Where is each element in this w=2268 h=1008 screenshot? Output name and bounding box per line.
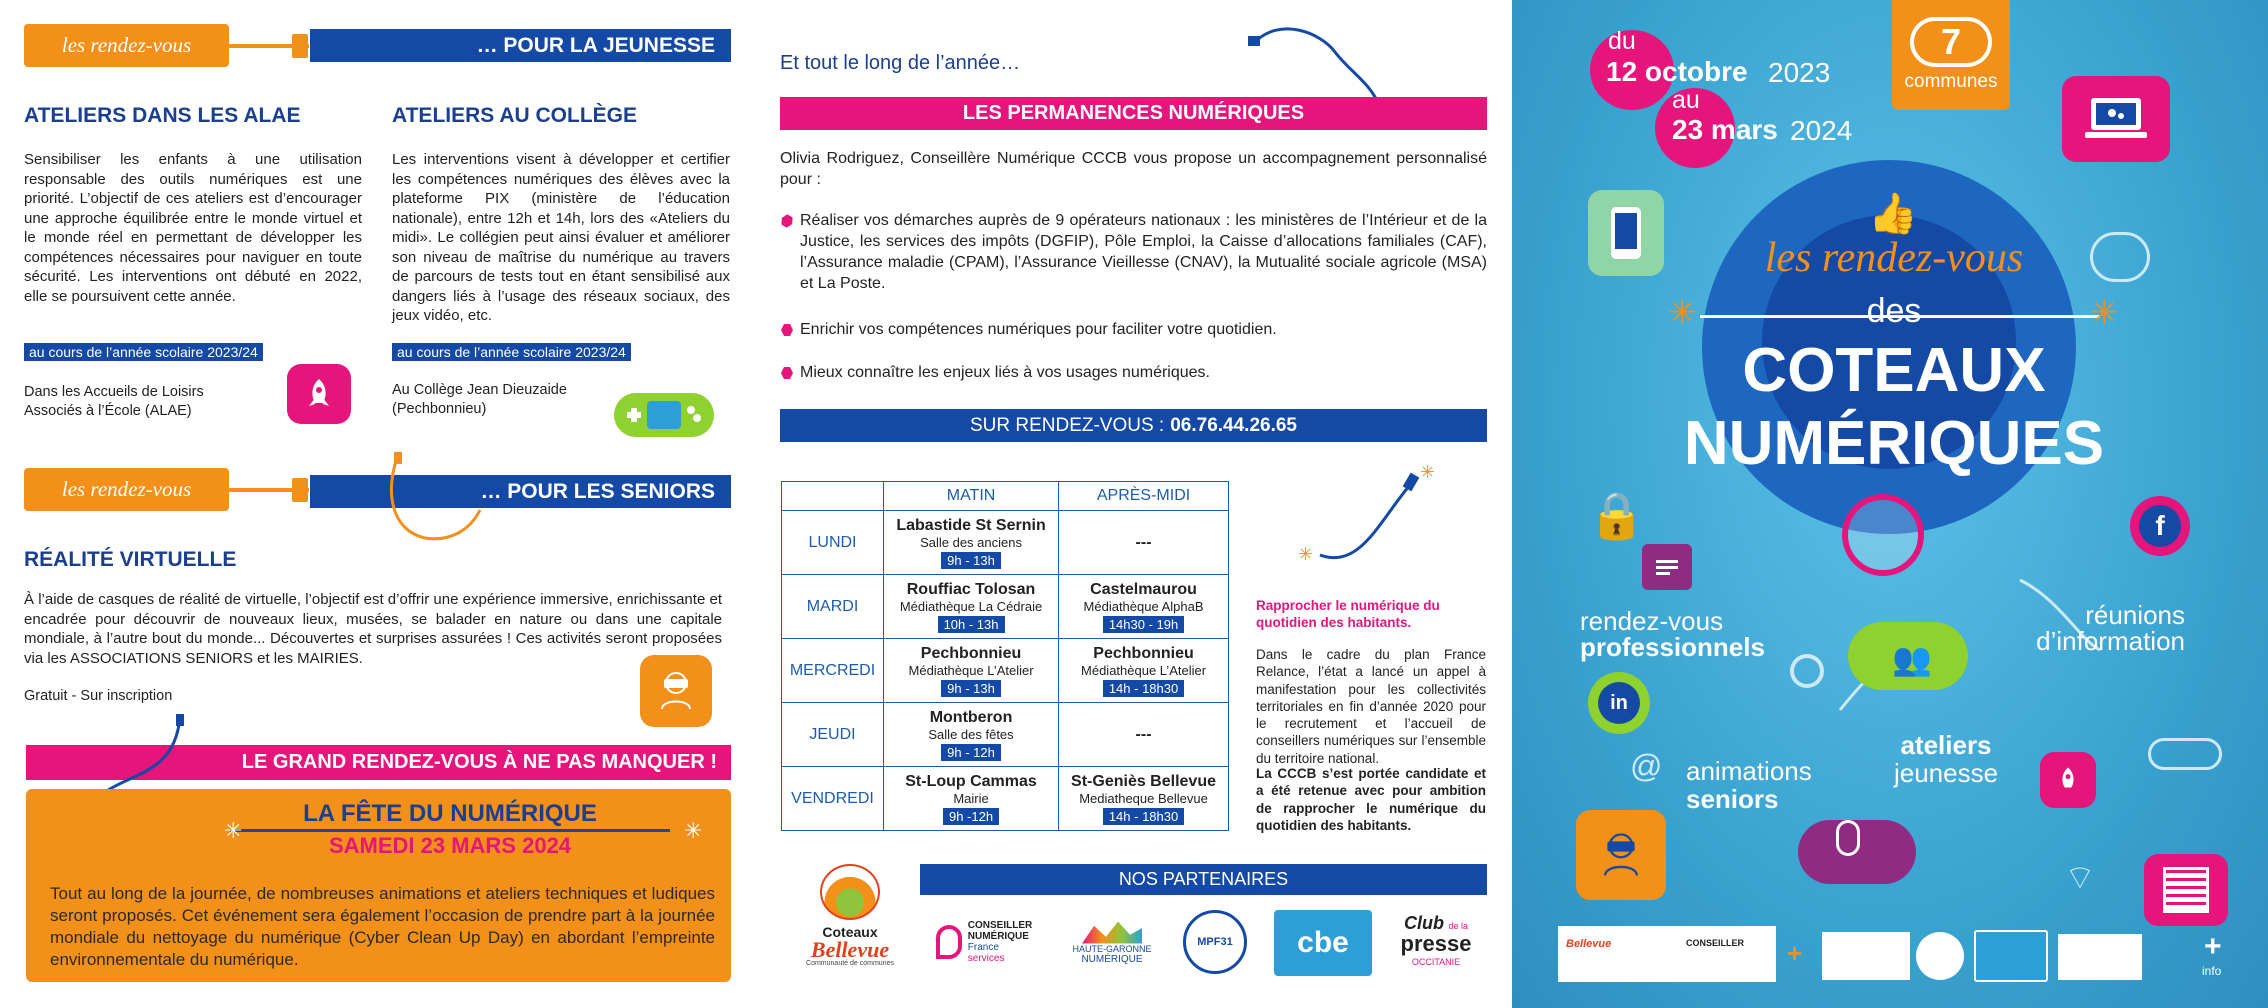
youth-bar: … POUR LA JEUNESSE [310, 29, 731, 62]
schedule-time: 9h - 12h [941, 744, 1001, 761]
ateliers-line-1: ateliers [1900, 730, 1992, 760]
cover-au: au [1672, 86, 1700, 114]
schedule-time: 9h - 13h [941, 680, 1001, 697]
schedule-table [781, 481, 1229, 831]
lock-icon: 🔒 [1588, 489, 1646, 541]
cable-line [230, 829, 670, 832]
cover-des: des [1866, 292, 1922, 330]
alae-title: ATELIERS DANS LES ALAE [24, 104, 301, 127]
schedule-venue: Mediatheque Bellevue [1079, 790, 1208, 806]
schedule-header-cell: APRÈS-MIDI [1059, 482, 1229, 511]
vr-title: RÉALITÉ VIRTUELLE [24, 548, 237, 571]
logo-text: Coteaux [822, 923, 878, 940]
schedule-row [782, 575, 1229, 639]
logo-text: services [967, 953, 1005, 964]
pro-line-2: professionnels [1580, 632, 1765, 662]
schedule-place: --- [1135, 725, 1152, 743]
club-presse-logo [1386, 914, 1486, 970]
cbe-logo: cbe [1274, 910, 1372, 976]
logo-text: presse [1400, 930, 1472, 956]
logo-text: Bellevue [810, 936, 890, 962]
schedule-place: Rouffiac Tolosan [906, 580, 1036, 598]
logo-text: NUMÉRIQUE [1081, 953, 1143, 965]
schedule-place: Montberon [929, 708, 1013, 726]
schedule-time: 9h - 13h [941, 552, 1001, 569]
gamepad-icon [614, 393, 714, 437]
schedule-place: St-Geniès Bellevue [1071, 772, 1216, 790]
bullet-competences: Enrichir vos compétences numériques pour faciliter votre quotidien. [800, 321, 1277, 338]
facebook-icon: f [2130, 496, 2190, 556]
event-text: Tout au long de la journée, de nombreuses animations et ateliers techniques et ludiques seront proposés. Cet événement sera également l’occasion de prendre part à la journée mondiale du nettoyage du numérique (Cyber Clean Up Day) en abordant l’empreinte environnementale du numérique. [50, 884, 715, 969]
cover-logo-cbe [1974, 930, 2048, 982]
schedule-row [782, 639, 1229, 703]
alae-period-chip: au cours de l’année scolaire 2023/24 [24, 343, 263, 361]
alae-text: Sensibiliser les enfants à une utilisation responsable des outils numériques est une priorité. L’objectif de ces ateliers est d’encourager une approche équilibrée entre le monde virtuel et le monde réel en permettant de développer les compétences nécessaires pour naviguer en toute sécurité. Les interventions ont débuté en 2022, elle se poursuivent cette année. [24, 151, 362, 305]
logo-text: OCCITANIE [1411, 956, 1461, 967]
conseiller-pin-icon [936, 925, 962, 959]
bullet-demarches: Réaliser vos démarches auprès de 9 opérateurs nationaux : les ministères de l’Intérieur et de la Justice, les services des impôts (DGFIP), Pôle Emploi, la Caisse d’allocations familiales (CAF), l’Assurance maladie (CPAM), l’Assurance Vieillesse (CNAV), la Mutualité sociale agricole (MSA) et La Poste. [800, 212, 1487, 292]
schedule-place: --- [1135, 533, 1152, 551]
coteaux-bellevue-logo [800, 850, 900, 980]
spark-icon: ✳ [2090, 294, 2119, 332]
logo-text: de la [1448, 920, 1468, 931]
users-icon: 👥 [1892, 641, 1932, 677]
event-banner: LE GRAND RENDEZ-VOUS À NE PAS MANQUER ! [26, 745, 731, 780]
cover-date1-day: 12 octobre [1606, 56, 1748, 87]
bullet-icon [781, 367, 793, 379]
bullet-enjeux: Mieux connaître les enjeux liés à vos usages numériques. [800, 364, 1210, 381]
spark-icon: ✳ [1668, 294, 1697, 332]
cover-logo-mpf [1916, 932, 1964, 980]
message-icon [1642, 544, 1692, 590]
bullet-icon [781, 324, 793, 336]
vr-headset-icon [1576, 810, 1666, 900]
side-bold: La CCCB s’est portée candidate et a été retenue avec pour ambition de rapprocher le numérique du quotidien des habitants. [1256, 766, 1486, 833]
conseiller-numerique-logo [924, 916, 1044, 968]
schedule-cell [1059, 511, 1229, 575]
schedule-header-cell [782, 482, 884, 511]
vr-text: À l’aide de casques de réalité de virtuelle, l’objectif est d’offrir une expérience immersive, enrichissante et encadrée pour découvrir de nouveaux lieux, musées, se balader en nature ou dans une capitale mondiale, à l’autre bout du monde... Découvertes et surprises assurées ! Ces activités seront proposées via les ASSOCIATIONS SENIORS et les MAIRIES. [24, 591, 722, 667]
logo-text: CONSEILLER [967, 920, 1033, 931]
schedule-venue: Salle des fêtes [928, 726, 1014, 742]
schedule-time: 14h - 18h30 [1103, 680, 1184, 697]
haute-garonne-logo [1058, 916, 1166, 970]
schedule-venue: Médiathèque AlphaB [1083, 598, 1204, 614]
schedule-cell [1059, 639, 1229, 703]
event-title: LA FÊTE DU NUMÉRIQUE [303, 800, 597, 827]
schedule-cell [884, 767, 1059, 831]
schedule-row [782, 767, 1229, 831]
pro-line-1: rendez-vous [1580, 606, 1724, 636]
laptop-icon [2062, 76, 2170, 162]
cover-logo-coteaux: Bellevue [1566, 938, 1612, 950]
schedule-cell [884, 511, 1059, 575]
cover-logo-club [2058, 934, 2142, 980]
college-title: ATELIERS AU COLLÈGE [392, 104, 638, 127]
schedule-time: 14h30 - 19h [1103, 616, 1184, 633]
ateliers-line-2: jeunesse [1893, 758, 1999, 788]
schedule-cell [1059, 703, 1229, 767]
cover-title-2: NUMÉRIQUES [1683, 409, 2105, 478]
logo-text: Club [1404, 912, 1444, 933]
cover-script: les rendez-vous [1764, 235, 2024, 281]
schedule-time: 14h - 18h30 [1103, 808, 1184, 825]
schedule-cell [884, 703, 1059, 767]
schedule-time: 9h -12h [943, 808, 999, 825]
schedule-place: Labastide St Sernin [896, 516, 1046, 534]
mouse-icon [1836, 820, 1860, 856]
wifi-icon: ⌔ [2064, 859, 2096, 897]
cover-date1-year: 2023 [1768, 57, 1831, 88]
info-label[interactable]: info [2202, 964, 2222, 978]
rendez-vous-pill: les rendez-vous [24, 24, 229, 67]
cover-logo-conseiller: CONSEILLER [1686, 938, 1745, 948]
schedule-day: MARDI [782, 575, 884, 639]
college-location: Au Collège Jean Dieuzaide (Pechbonnieu) [392, 382, 567, 417]
cover-date2-day: 23 mars [1672, 114, 1778, 145]
schedule-header-cell: MATIN [884, 482, 1059, 511]
schedule-cell [884, 575, 1059, 639]
schedule-cell [1059, 575, 1229, 639]
cable-decoration [380, 450, 490, 550]
schedule-row [782, 511, 1229, 575]
qr-code-icon [2144, 854, 2228, 926]
reunions-line-1: réunions [2085, 600, 2185, 630]
side-title: Rapprocher le numérique du quotidien des habitants. [1256, 598, 1440, 630]
cover-du: du [1608, 27, 1636, 55]
college-text: Les interventions visent à développer et certifier les compétences numériques des élèves avec la plateforme PIX (ministère de l’éducation nationale), entre 12h et 14h, lors des «Ateliers du midi». Le collégien peut ainsi évaluer et améliorer son niveau de maîtrise du numérique au travers de parcours de tests tout en étant sensibilisé aux dangers liés à l’usage des réseaux sociaux, des jeux vidéo, etc. [392, 151, 730, 324]
schedule-place: Castelmaurou [1090, 580, 1197, 598]
schedule-header-row [782, 482, 1229, 511]
reunions-line-2: d’information [2036, 626, 2185, 656]
plug-icon [292, 478, 308, 502]
animations-line-1: animations [1686, 756, 1812, 786]
schedule-day: JEUDI [782, 703, 884, 767]
communes-label: communes [1904, 71, 1998, 92]
partners-bar: NOS PARTENAIRES [920, 864, 1487, 895]
animations-line-2: seniors [1686, 784, 1779, 814]
logo-text: NUMÉRIQUE [967, 931, 1029, 942]
spark-icon: ✳ [224, 818, 243, 843]
rocket-icon [287, 364, 351, 424]
event-date: SAMEDI 23 MARS 2024 [328, 833, 572, 858]
schedule-cell [1059, 767, 1229, 831]
schedule-venue: Médiathèque L’Atelier [1081, 662, 1207, 678]
at-icon: @ [1630, 748, 1663, 784]
hg-map-icon [1082, 922, 1142, 944]
rendez-vous-pill: les rendez-vous [24, 468, 229, 511]
svg-text:✳: ✳ [1298, 544, 1314, 564]
mpf31-logo: MPF31 [1183, 910, 1247, 974]
permanences-intro: Olivia Rodriguez, Conseillère Numérique CCCB vous propose un accompagnement personnalisé pour : [780, 150, 1487, 188]
logo-text: Communauté de communes [806, 959, 894, 967]
schedule-venue: Médiathèque La Cédraie [899, 598, 1043, 614]
schedule-place: Pechbonnieu [1093, 644, 1194, 662]
rdv-bar [780, 409, 1487, 442]
cover-logo-strip [1558, 926, 1776, 982]
coteaux-sun-icon [820, 864, 880, 920]
cover-title-1: COTEAUX [1742, 336, 2046, 405]
cover-date2-year: 2024 [1790, 115, 1853, 146]
schedule-venue: Mairie [953, 790, 989, 806]
thumbs-up-icon: 👍 [1868, 192, 1918, 236]
rocket-icon [2040, 752, 2096, 808]
logo-text: France [967, 942, 999, 953]
rdv-phone[interactable]: 06.76.44.26.65 [1170, 414, 1298, 436]
plus-sign: + [1787, 938, 1803, 968]
schedule-cell [884, 639, 1059, 703]
bullet-icon [779, 213, 795, 229]
schedule-venue: Médiathèque L’Atelier [908, 662, 1034, 678]
schedule-day: VENDREDI [782, 767, 884, 831]
communes-badge [1892, 0, 2010, 110]
spark-icon: ✳ [684, 818, 703, 843]
college-period-chip: au cours de l’année scolaire 2023/24 [392, 343, 631, 361]
schedule-place: St-Loup Cammas [905, 772, 1037, 790]
alae-location: Dans les Accueils de Loisirs Associés à l’École (ALAE) [24, 384, 204, 419]
schedule-day: LUNDI [782, 511, 884, 575]
plus-info-icon[interactable]: + [2204, 930, 2222, 963]
cloud-icon: 7 [1910, 17, 1992, 67]
schedule-time: 10h - 13h [938, 616, 1005, 633]
free-note: Gratuit - Sur inscription [24, 688, 173, 704]
permanences-bar: LES PERMANENCES NUMÉRIQUES [780, 97, 1487, 130]
gamepad-outline-icon [2148, 738, 2222, 770]
svg-text:✳: ✳ [1420, 462, 1436, 482]
linkedin-icon: in [1588, 672, 1650, 734]
cable-decoration [1290, 460, 1450, 580]
seniors-bar: … POUR LES SENIORS [310, 475, 731, 508]
schedule-place: Pechbonnieu [920, 644, 1022, 662]
magnifier-icon [1790, 654, 1824, 688]
side-text: Dans le cadre du plan France Relance, l’état a lancé un appel à manifestation pour les collectivités territoriales en fin d’année 2020 pour le recrutement et l’accueil de conseillers numériques sur l’ensemble du territoire national. [1256, 647, 1486, 766]
vr-headset-icon [640, 655, 712, 727]
schedule-day: MERCREDI [782, 639, 884, 703]
cover-logo-hg [1822, 932, 1910, 980]
logo-text: HAUTE-GARONNE [1072, 943, 1152, 954]
year-lead: Et tout le long de l’année… [780, 52, 1021, 74]
plug-icon [292, 34, 308, 58]
rdv-label: SUR RENDEZ-VOUS : [969, 414, 1165, 436]
schedule-row [782, 703, 1229, 767]
schedule-venue: Salle des anciens [920, 534, 1022, 550]
